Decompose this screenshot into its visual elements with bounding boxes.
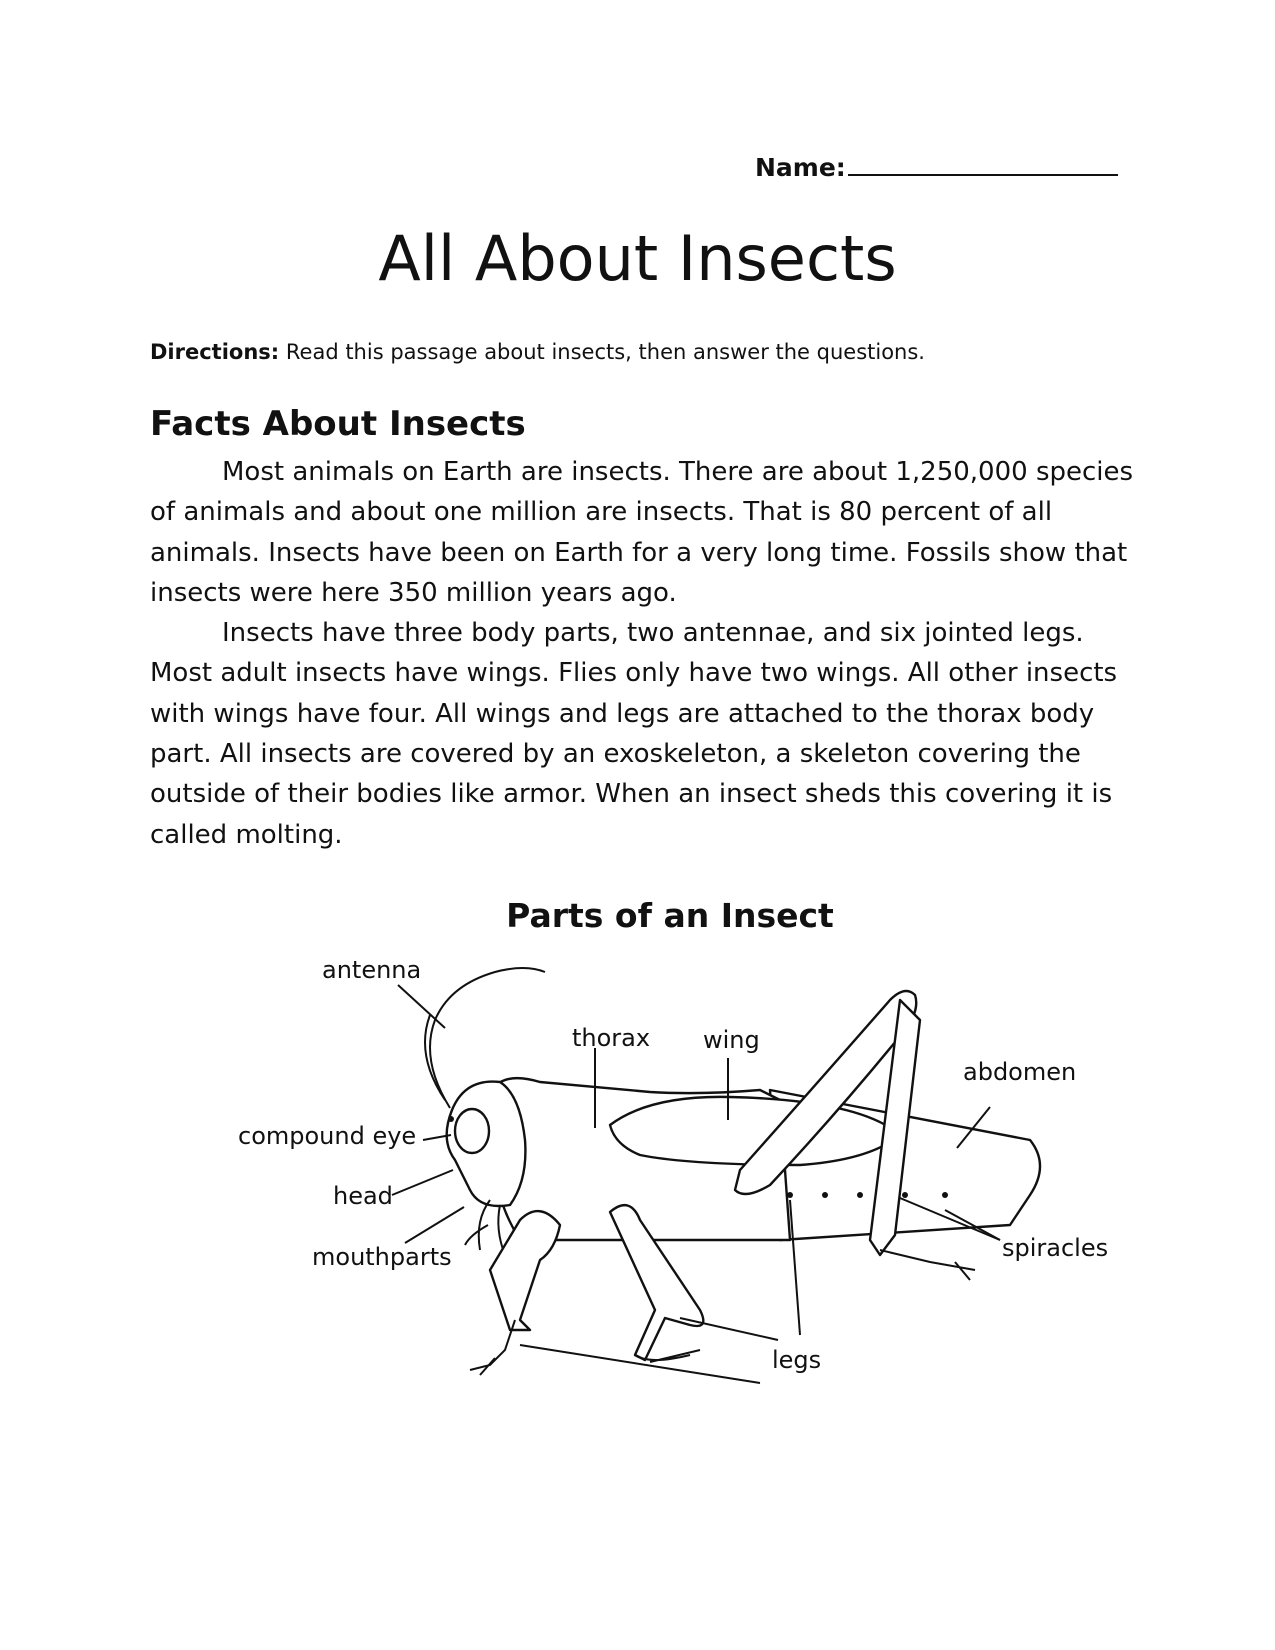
mouthparts-shape	[465, 1200, 505, 1255]
page-title: All About Insects	[378, 222, 897, 295]
label-thorax: thorax	[572, 1024, 651, 1052]
label-head: head	[333, 1182, 393, 1210]
directions-label: Directions:	[150, 340, 280, 364]
paragraph-2: Insects have three body parts, two antennae, and six jointed legs. Most adult insects have wings. Flies only have two wings. All other insects with wings have four. All wings and legs are attached to the thorax body part. All insects are covered by an exoskeleton, a skeleton covering the outside of their bodies like armor. When an insect sheds this covering it is called molting.	[150, 618, 1118, 850]
facts-heading: Facts About Insects	[150, 404, 526, 444]
compound-eye-shape	[455, 1109, 489, 1153]
spiracle-dot	[857, 1192, 863, 1198]
front-leg	[490, 1211, 560, 1330]
spiracle-dot	[902, 1192, 908, 1198]
label-mouthparts: mouthparts	[312, 1243, 452, 1271]
label-antenna: antenna	[322, 956, 422, 984]
directions-text: Read this passage about insects, then answer the questions.	[279, 340, 925, 364]
label-spiracles: spiracles	[1002, 1234, 1109, 1262]
name-label: Name:	[755, 153, 846, 182]
label-legs: legs	[772, 1346, 822, 1374]
spiracle-dot	[942, 1192, 948, 1198]
label-wing: wing	[703, 1026, 760, 1054]
ocellus-dot	[448, 1116, 454, 1122]
label-compound-eye: compound eye	[238, 1122, 417, 1150]
paragraph-1: Most animals on Earth are insects. There are about 1,250,000 species of animals and about one million are insects. That is 80 percent of all animals. Insects have been on Earth for a very long time. Fossils show that insects were here 350 million years ago.	[150, 457, 1134, 608]
spiracle-dot	[822, 1192, 828, 1198]
spiracle-dot	[787, 1192, 793, 1198]
diagram-heading: Parts of an Insect	[506, 896, 834, 935]
label-abdomen: abdomen	[963, 1058, 1077, 1086]
